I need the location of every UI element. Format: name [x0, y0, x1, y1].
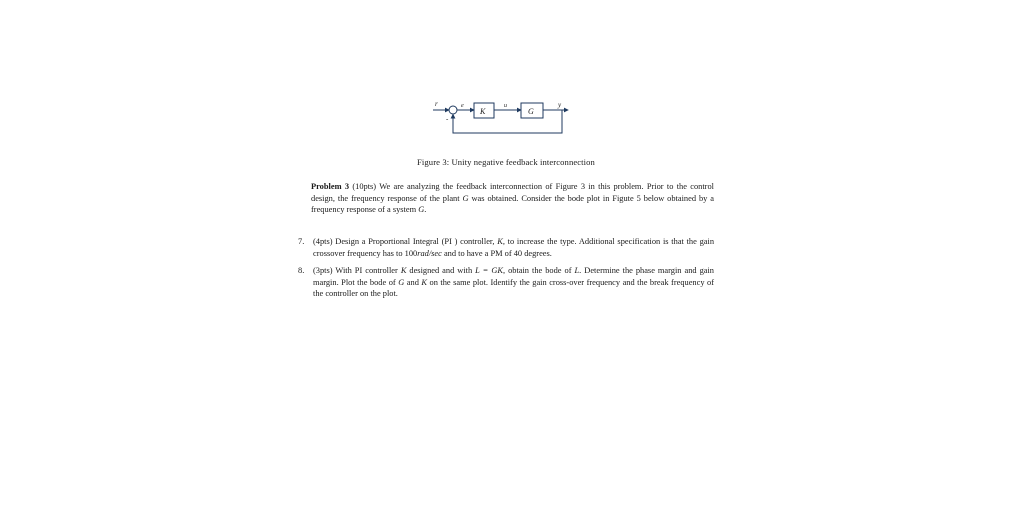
math-span: L	[574, 266, 580, 276]
label-u: u	[504, 103, 507, 109]
text-span: . Determine the phase margin and gain margin. Plot the bode of	[313, 266, 714, 287]
text-span: on the same plot. Identify the gain cross-over frequency and the break frequency of the controller on the plot.	[313, 277, 715, 299]
label-e: e	[461, 103, 464, 109]
text-span: , obtain the bode of	[502, 266, 575, 276]
problem-text-1: We are analyzing the feedback interconnection of Figure 3 in this problem. Prior to the control design, the frequency response of the plant	[311, 182, 714, 203]
summing-junction	[449, 106, 457, 114]
math-span: L = GK	[475, 266, 503, 276]
feedback-block-diagram	[430, 98, 580, 140]
problem-text-3: .	[424, 205, 427, 215]
item-number: 7.	[298, 237, 305, 246]
label-y: y	[558, 101, 562, 109]
item-number: 8.	[298, 266, 305, 276]
label-K: K	[480, 107, 486, 116]
text-span: designed and with	[406, 266, 476, 276]
math-span: K	[421, 277, 427, 287]
label-G: G	[528, 107, 534, 116]
list-item	[298, 236, 714, 259]
math-span: K	[400, 266, 407, 276]
math-span: rad/sec	[417, 248, 442, 258]
question-list	[298, 236, 714, 306]
problem-text-2: was obtained. Consider the bode plot in Figute 5 below obtained by a frequency response of a system	[311, 193, 714, 215]
text-span: (3pts) With PI controller	[313, 266, 401, 276]
label-r: r	[435, 100, 438, 108]
problem-points: (10pts)	[352, 182, 377, 191]
text-span: (4pts) Design a Proportional Integral (PI ) controller,	[313, 237, 498, 246]
feedback-path	[453, 110, 562, 133]
text-span: and	[404, 277, 422, 287]
text-span: and to have a PM of 40 degrees.	[441, 248, 552, 258]
item-text	[313, 236, 714, 259]
problem-heading: Problem 3	[311, 182, 350, 191]
math-span: K	[497, 237, 503, 246]
problem-statement	[311, 181, 714, 216]
var-G: G	[418, 205, 425, 215]
item-text	[313, 265, 714, 300]
var-G: G	[462, 193, 469, 203]
list-item	[298, 265, 714, 300]
text-span: , to increase the type. Additional specification is that the gain crossover frequency has to 100	[313, 237, 715, 258]
math-span: G	[398, 277, 405, 287]
label-minus: -	[446, 115, 449, 123]
figure-caption: Figure 3: Unity negative feedback interconnection	[417, 157, 595, 167]
